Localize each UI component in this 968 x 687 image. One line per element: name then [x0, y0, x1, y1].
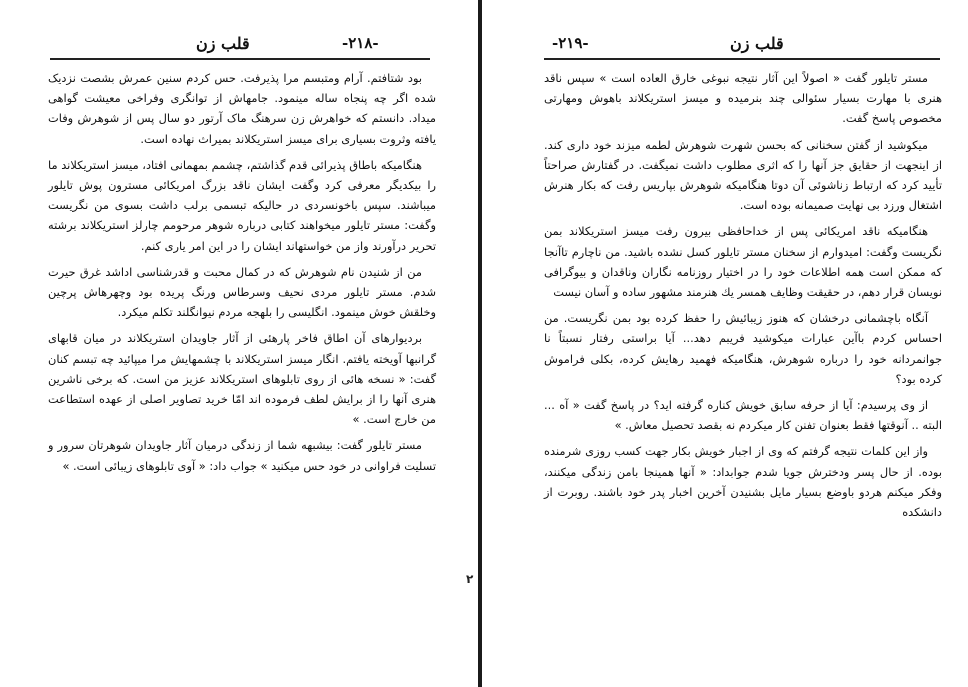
paragraph: هنگامیکه ناقد امریکائی پس از خداحافظی بیرون رفت میسز استریکلاند بمن نگریست وگفت: امیدوارم از سخنان مستر تایلور کسل نشده باشید. من ناچارم تاآنجا که ممکن است همه اطلاعات خود را در اختیار روزنامه نگاران وناقدان و بیوگرافی نویسان قرار دهم، در حقیقت وظایف همسر یك هنرمند مشهور ساده و آسان نیست	[544, 224, 942, 300]
paragraph: بود شتافتم. آرام ومتبسم مرا پذیرفت. حس کردم سنین عمرش بشصت نزدیک شده اگر چه پنجاه ساله مینمود. جامهاش از توانگری وفراخی معیشت گواهی میداد. دانستم که خواهرش زن سرهنگ ماک آرتور دو سال پس از شوهرش وفات یافته وثروت بسیاری برای میسز استریکلاند بمیراث نهاده است.	[48, 71, 436, 146]
running-title: قلب زن	[196, 34, 250, 53]
paragraph: آنگاه باچشمانی درخشان که هنوز زیبائیش را حفظ کرده بود بمن نگریست. من احساس کردم باآین عبارات میکوشید فریبم دهد... آیا براستی رفتار نسبتاً نا جوانمردانه خود را درباره شوهرش، هنگامیکه فهمید رهایش کرده، بکلی فراموش کرده بود؟	[544, 311, 942, 386]
left-page	[0, 0, 478, 687]
page-header	[50, 34, 430, 56]
paragraph: من از شنیدن نام شوهرش که در کمال محبت و قدرشناسی اداشد غرق حیرت شدم. مستر تایلور مردی نحیف وسرطاس ورنگ پریده بود وچهرهاش پرچین وخلقش خوش مینمود. انگلیسی را بلهجه مردم نیوانگلند تکلم میکرد.	[48, 264, 436, 320]
paragraph: میکوشید از گفتن سخنانی که بحسن شهرت شوهرش لطمه میزند خود داری کند. از اینجهت از حقایق جز آنها را که اثری مطلوب داشت نمیگفت. در گفتارش صراحتاً تأیید کرد که ارتباط زناشوئی آن دوتا هنگامیکه شوهرش بپاریس رفت که بکار هنرش اشتغال ورزد بی نهایت صمیمانه بوده است.	[544, 137, 942, 213]
paragraph: هنگامیکه باطاق پذیرائی قدم گذاشتم، چشمم بمهمانی افتاد، میسز استریکلاند ما را بیکدیگر معرفی کرد وگفت ایشان ناقد بزرگ امریکائی مسترون پوش تایلور میباشند. سپس باخونسردی در حالیکه تبسمی برلب داشت بسوی من نگریست وگفت: مستر تایلور میخواهند کتابی درباره شوهر مرحومم چارلز استریکلاند برشته تحریر درآورند واز من خواستهاند ایشان را در این امر یاری کنم.	[48, 157, 436, 253]
header-rule	[50, 58, 430, 60]
paragraph: مستر تایلور گفت: بیشبهه شما از زندگی درمیان آثار جاویدان شوهرتان سرور و تسلیت فراوانی در خود حس میکنید » جواب داد: « آوی تابلوهای زیبائی است. »	[48, 438, 436, 473]
paragraph: مستر تایلور گفت « اصولاً این آثار نتیجه نبوغی خارق العاده است » سپس ناقد هنری با مهارت بسیار سئوالی چند بنرمیده و میسز استریکلاند باهوش ومهارتی مخصوص پاسخ گفت.	[544, 71, 942, 126]
margin-mark: ۲	[466, 572, 474, 586]
running-title: قلب زن	[730, 34, 784, 53]
page-body	[544, 68, 942, 528]
right-page	[482, 0, 968, 687]
page-header	[544, 34, 940, 56]
paragraph: از وی پرسیدم: آیا از حرفه سابق خویش کناره گرفته اید؟ در پاسخ گفت « آه ... البته .. آنوقتها فقط بعنوان تفنن کار میکردم نه بقصد تحصیل معاش. »	[544, 398, 942, 433]
page-number: -۲۱۹-	[552, 34, 589, 52]
page-number: -۲۱۸-	[342, 34, 379, 52]
page-body	[48, 68, 436, 482]
header-rule	[544, 58, 940, 60]
paragraph: بردیوارهای آن اطاق فاخر پارهئی از آثار جاویدان استریکلاند در میان قابهای گرانبها آویخته یافتم. انگار میسز استریکلاند با چشمهایش مرا میپائید چه تبسم کنان گفت: « نسخه هائی از روی تابلوهای استریکلاند عزیز من است. که برخی ناشرین هنری آنها را از برایش لطف فرموده اند امّا خرید تصاویر اصلی از عهده استطاعت من خارج است. »	[48, 331, 436, 427]
paragraph: واز این کلمات نتیجه گرفتم که وی از اجبار خویش بکار جهت کسب روزی شرمنده بوده. از حال پسر ودخترش جویا شدم جوابداد: « آنها همینجا بامن زندگی میکنند، وفکر میکنم هردو باوضع بسیار مایل بشنیدن آخرین اخبار پدر خود باشند. روبرت از دانشکده	[544, 444, 942, 520]
